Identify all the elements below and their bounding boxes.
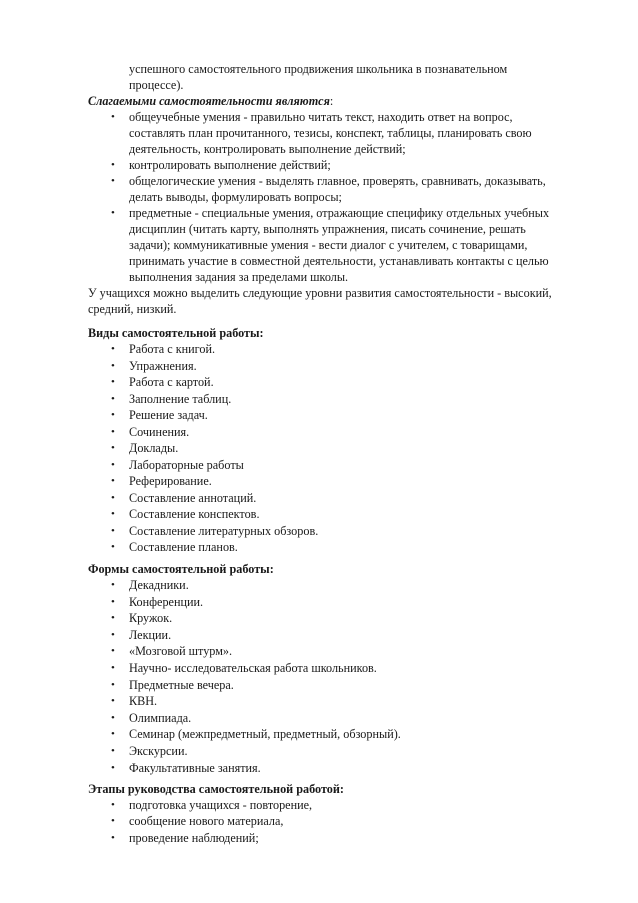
- bullet-icon: •: [111, 343, 115, 355]
- bullet-icon: •: [111, 159, 115, 171]
- bullet-icon: •: [111, 815, 115, 828]
- intro-line: процессе).: [129, 78, 184, 92]
- list-item: Заполнение таблиц.: [129, 391, 232, 406]
- bullet-icon: •: [111, 728, 115, 741]
- bullet-icon: •: [111, 628, 115, 641]
- list-item: Составление аннотаций.: [129, 490, 257, 505]
- bullet-icon: •: [111, 458, 115, 471]
- list-item-line: дисциплин (читать карту, выполнять упражнения, писать сочинение, решать: [129, 222, 526, 236]
- list-item: КВН.: [129, 694, 158, 709]
- bullet-icon: •: [111, 442, 115, 454]
- components-heading-text: Слагаемыми самостоятельности являются: [88, 94, 330, 108]
- bullet-icon: •: [111, 207, 115, 219]
- bullet-icon: •: [111, 359, 115, 372]
- bullet-icon: •: [111, 409, 115, 421]
- list-item: сообщение нового материала,: [129, 814, 284, 829]
- bullet-icon: •: [111, 579, 115, 591]
- list-item: Научно- исследовательская работа школьников.: [129, 661, 377, 675]
- bullet-icon: •: [111, 475, 115, 487]
- stages-heading: Этапы руководства самостоятельной работой:: [88, 782, 344, 796]
- list-item: проведение наблюдений;: [129, 830, 259, 845]
- list-item-line: предметные - специальные умения, отражающие специфику отдельных учебных: [129, 206, 550, 220]
- list-item: Конференции.: [129, 594, 204, 609]
- list-item-line: общелогические умения - выделять главное, проверять, сравнивать, доказывать,: [129, 174, 546, 188]
- bullet-icon: •: [111, 392, 115, 405]
- list-item: подготовка учащихся - повторение,: [129, 798, 313, 812]
- list-item: Составление конспектов.: [129, 507, 260, 521]
- bullet-icon: •: [111, 491, 115, 504]
- levels-line: У учащихся можно выделить следующие уровни развития самостоятельности - высокий,: [88, 286, 552, 300]
- intro-line: успешного самостоятельного продвижения школьника в познавательном: [129, 62, 508, 76]
- forms-heading: Формы самостоятельной работы:: [88, 562, 274, 576]
- bullet-icon: •: [111, 695, 115, 708]
- list-item: Экскурсии.: [129, 744, 188, 758]
- list-item-line: задачи); коммуникативные умения - вести диалог с учителем, с товарищами,: [129, 238, 528, 252]
- list-item: Сочинения.: [129, 424, 190, 439]
- list-item: Кружок.: [129, 611, 173, 626]
- bullet-icon: •: [111, 831, 115, 844]
- bullet-icon: •: [111, 524, 115, 537]
- bullet-icon: •: [111, 425, 115, 438]
- list-item: Упражнения.: [129, 358, 197, 373]
- list-item-line: деятельность, контролировать выполнение действий;: [129, 142, 406, 156]
- list-item-line: делать выводы, формулировать вопросы;: [129, 190, 342, 204]
- bullet-icon: •: [111, 376, 115, 388]
- bullet-icon: •: [111, 541, 115, 553]
- list-item-line: составлять план прочитанного, тезисы, конспект, таблицы, планировать свою: [129, 126, 532, 140]
- bullet-icon: •: [111, 678, 115, 691]
- list-item: Лабораторные работы: [129, 457, 244, 472]
- levels-line: средний, низкий.: [88, 302, 177, 316]
- list-item: Лекции.: [129, 627, 172, 642]
- list-item: Реферирование.: [129, 474, 212, 488]
- list-item: Предметные вечера.: [129, 677, 234, 692]
- components-heading-colon: :: [329, 94, 334, 108]
- components-heading: [88, 93, 333, 109]
- bullet-icon: •: [111, 761, 115, 774]
- types-heading: Виды самостоятельной работы:: [88, 326, 264, 340]
- bullet-icon: •: [111, 711, 115, 724]
- bullet-icon: •: [111, 612, 115, 625]
- list-item: Факультативные занятия.: [129, 760, 261, 775]
- list-item: Составление планов.: [129, 540, 238, 554]
- list-item: Составление литературных обзоров.: [129, 523, 319, 538]
- bullet-icon: •: [111, 111, 115, 123]
- list-item: Семинар (межпредметный, предметный, обзорный).: [129, 727, 401, 742]
- list-item-line: контролировать выполнение действий;: [129, 158, 331, 172]
- bullet-icon: •: [111, 662, 115, 674]
- bullet-icon: •: [111, 645, 115, 658]
- bullet-icon: •: [111, 508, 115, 520]
- bullet-icon: •: [111, 799, 115, 811]
- bullet-icon: •: [111, 595, 115, 608]
- bullet-icon: •: [111, 175, 115, 187]
- list-item: Доклады.: [129, 441, 179, 455]
- list-item: Работа с картой.: [129, 375, 214, 389]
- list-item: Декадники.: [129, 578, 189, 592]
- list-item: Олимпиада.: [129, 710, 192, 725]
- list-item: «Мозговой штурм».: [129, 644, 233, 659]
- list-item-line: выполнения задания за пределами школы.: [129, 270, 349, 284]
- list-item-line: принимать участие в совместной деятельности, устанавливать контакты с целью: [129, 254, 549, 268]
- list-item-line: общеучебные умения - правильно читать текст, находить ответ на вопрос,: [129, 110, 513, 124]
- list-item: Решение задач.: [129, 408, 208, 422]
- bullet-icon: •: [111, 745, 115, 757]
- list-item: Работа с книгой.: [129, 342, 216, 356]
